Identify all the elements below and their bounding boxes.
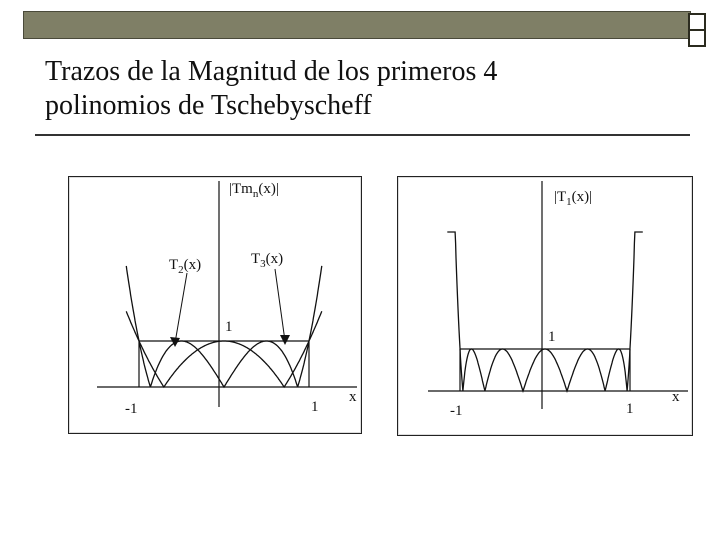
y-tick-one: 1 xyxy=(225,319,233,335)
title-underline xyxy=(35,134,690,136)
curve-t-high-order xyxy=(447,232,643,391)
annotation-t2: $T_2(x)$ xyxy=(169,257,202,276)
slide-title-line-2: polinomios de Tschebyscheff xyxy=(45,90,372,121)
left-figure-panel xyxy=(68,176,362,434)
arrow-head-icon xyxy=(280,335,290,345)
annotation-t3: $T_3(x)$ xyxy=(251,251,284,270)
x-tick-neg-one: -1 xyxy=(450,403,463,419)
title-bar-decoration xyxy=(23,11,691,39)
x-axis-label: x xyxy=(349,389,357,405)
right-figure-panel xyxy=(397,176,693,436)
right-figure-plot xyxy=(398,177,692,435)
slide-title xyxy=(45,55,665,123)
x-tick-neg-one: -1 xyxy=(125,401,138,417)
corner-square-icon xyxy=(688,29,706,47)
x-tick-pos-one: 1 xyxy=(311,399,319,415)
x-tick-pos-one: 1 xyxy=(626,401,634,417)
y-tick-one: 1 xyxy=(548,329,556,345)
y-axis-label: $|T_1(x)|$ xyxy=(554,189,593,208)
slide-title-line-1: Trazos de la Magnitud de los primeros 4 xyxy=(45,56,498,87)
left-figure-plot xyxy=(69,177,361,433)
x-axis-label: x xyxy=(672,389,680,405)
y-axis-label: $|Tm_n(x)|$ xyxy=(229,181,279,200)
